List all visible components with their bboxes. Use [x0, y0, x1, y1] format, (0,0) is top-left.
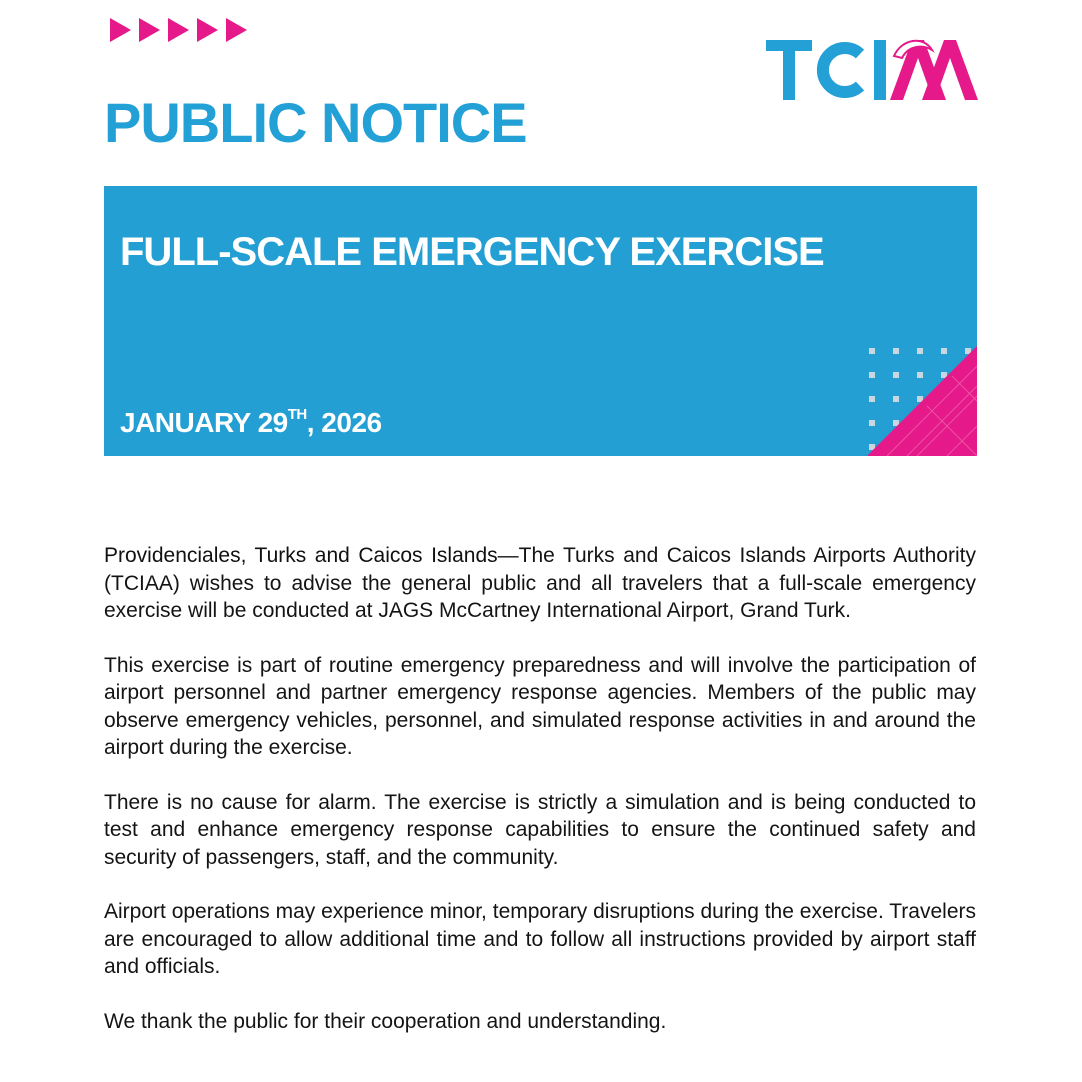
dot-grid-icon	[867, 346, 977, 456]
paragraph: Airport operations may experience minor, temporary disruptions during the exercise. Travelers are encouraged to allow additional time and to follow all instructions provided by airport staff and officials.	[104, 900, 976, 978]
title-banner	[104, 186, 977, 456]
paragraph	[104, 542, 976, 625]
date-suffix: TH	[287, 406, 307, 423]
arrow-icon	[139, 18, 160, 42]
decorative-arrows	[110, 18, 253, 42]
notice-body	[104, 542, 976, 1062]
decorative-corner	[867, 346, 977, 456]
date-tail: , 2026	[306, 407, 382, 438]
tciaa-logo	[762, 28, 980, 108]
arrow-icon	[226, 18, 247, 42]
event-date	[120, 406, 382, 439]
paragraph: There is no cause for alarm. The exercise is strictly a simulation and is being conducted to test and enhance emergency response capabilities to ensure the continued safety and security of passengers, staff, and the community.	[104, 790, 976, 869]
arrow-icon	[168, 18, 189, 42]
paragraph: We thank the public for their cooperation and understanding.	[104, 1009, 667, 1033]
page-title: PUBLIC NOTICE	[104, 91, 527, 154]
logo-icon	[762, 28, 980, 108]
date-prefix: JANUARY 29	[120, 407, 288, 438]
paragraph-text: The Turks and Caicos Islands Airports Authority (TCIAA) wishes to advise the general public and all travelers that a full-scale emergency exercise will be conducted at JAGS McCartney International Airport, Grand Turk.	[104, 544, 976, 622]
dateline: Providenciales, Turks and Caicos Islands—	[104, 544, 519, 567]
banner-title: FULL-SCALE EMERGENCY EXERCISE	[120, 230, 824, 274]
arrow-icon	[110, 18, 131, 42]
paragraph: This exercise is part of routine emergency preparedness and will involve the participation of airport personnel and partner emergency response agencies. Members of the public may observe emergency vehicles, personnel, and simulated response activities in and around the airport during the exercise.	[104, 653, 976, 759]
arrow-icon	[197, 18, 218, 42]
